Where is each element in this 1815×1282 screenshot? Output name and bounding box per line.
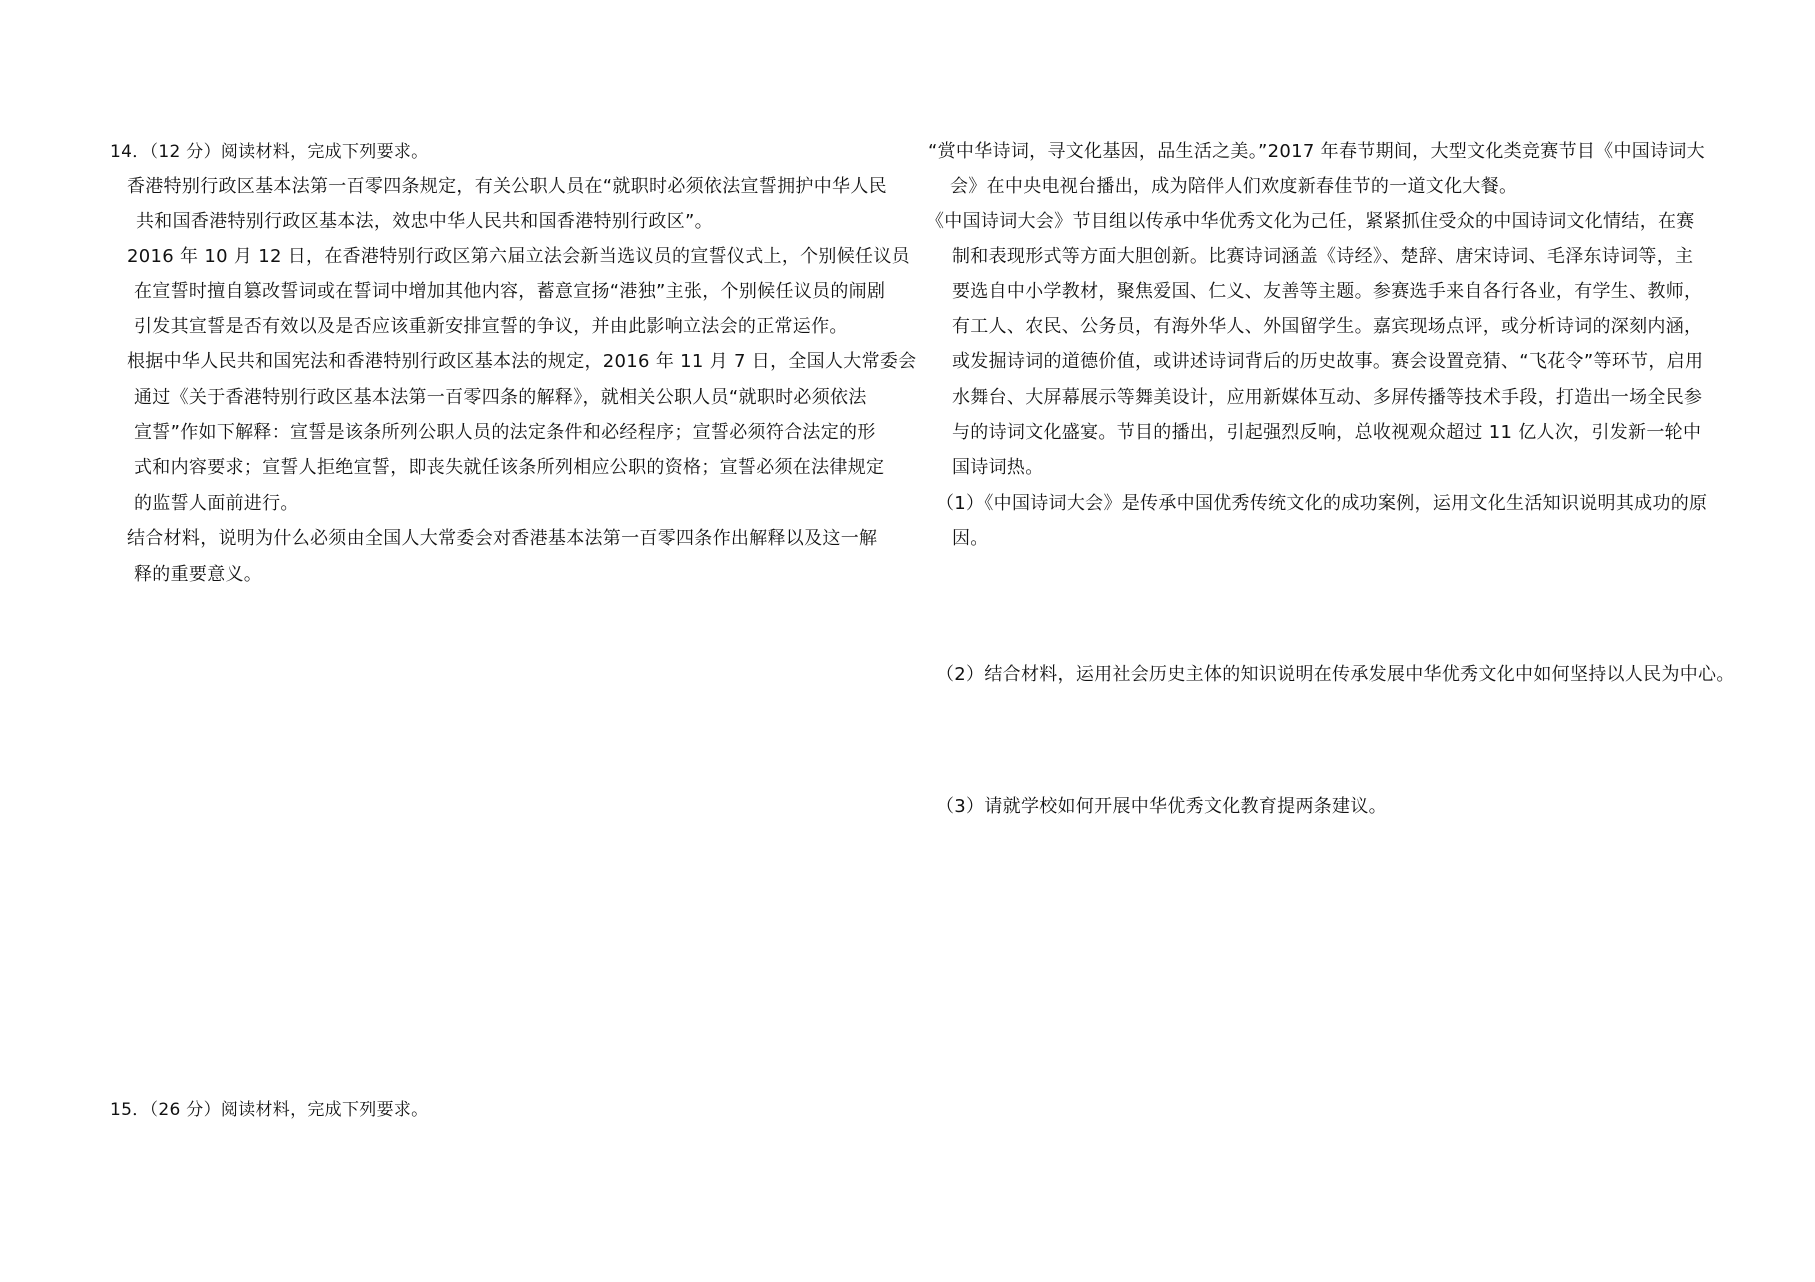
q15-p2-line3: 要选自中小学教材，聚焦爱国、仁义、友善等主题。参赛选手来自各行各业，有学生、教师， — [952, 281, 1703, 302]
q15-sub2: （2）结合材料，运用社会历史主体的知识说明在传承发展中华优秀文化中如何坚持以人民为中心。 — [936, 664, 1735, 685]
q15-p2-line2: 制和表现形式等方面大胆创新。比赛诗词涵盖《诗经》、楚辞、唐宋诗词、毛泽东诗词等，主 — [952, 246, 1694, 267]
q15-sub3: （3）请就学校如何开展中华优秀文化教育提两条建议。 — [936, 796, 1387, 817]
q14-p2-line1: 2016 年 10 月 12 日，在香港特别行政区第六届立法会新当选议员的宣誓仪式上，个别候任议员 — [127, 246, 910, 267]
q15-p2-line7: 与的诗词文化盛宴。节目的播出，引起强烈反响，总收视观众超过 11 亿人次，引发新一轮中 — [952, 422, 1702, 443]
q14-p3-line5: 的监誓人面前进行。 — [134, 493, 299, 514]
q14-p3-line3: 宣誓”作如下解释：宣誓是该条所列公职人员的法定条件和必经程序；宣誓必须符合法定的形 — [134, 422, 876, 443]
q14-p1-line2: 共和国香港特别行政区基本法，效忠中华人民共和国香港特别行政区”。 — [136, 211, 713, 232]
q14-p3-line2: 通过《关于香港特别行政区基本法第一百零四条的解释》，就相关公职人员“就职时必须依法 — [134, 387, 867, 408]
q14-p2-line2: 在宣誓时擅自篡改誓词或在誓词中增加其他内容，蓄意宣扬“港独”主张，个别候任议员的闹剧 — [134, 281, 886, 302]
q14-header: 14．（12 分）阅读材料，完成下列要求。 — [110, 142, 429, 162]
q15-p2-line8: 国诗词热。 — [952, 457, 1044, 478]
q14-p3-line4: 式和内容要求；宣誓人拒绝宣誓，即丧失就任该条所列相应公职的资格；宣誓必须在法律规定 — [134, 457, 885, 478]
q14-p4-line1: 结合材料，说明为什么必须由全国人大常委会对香港基本法第一百零四条作出解释以及这一解 — [127, 528, 878, 549]
q15-p2-line4: 有工人、农民、公务员，有海外华人、外国留学生。嘉宾现场点评，或分析诗词的深刻内涵， — [952, 316, 1703, 337]
q15-header: 15．（26 分）阅读材料，完成下列要求。 — [110, 1100, 429, 1120]
q14-p4-line2: 释的重要意义。 — [134, 564, 263, 585]
q14-p3-line1: 根据中华人民共和国宪法和香港特别行政区基本法的规定，2016 年 11 月 7 日，全国人大常委会 — [127, 351, 917, 372]
q15-sub1-line1: （1）《中国诗词大会》是传承中国优秀传统文化的成功案例，运用文化生活知识说明其成功的原 — [936, 493, 1708, 514]
q14-p1-line1: 香港特别行政区基本法第一百零四条规定，有关公职人员在“就职时必须依法宣誓拥护中华人民 — [127, 176, 887, 197]
q15-p1-line2: 会》在中央电视台播出，成为陪伴人们欢度新春佳节的一道文化大餐。 — [950, 176, 1518, 197]
q15-p2-line1: 《中国诗词大会》节目组以传承中华优秀文化为己任，紧紧抓住受众的中国诗词文化情结，在赛 — [926, 211, 1695, 232]
q15-p2-line6: 水舞台、大屏幕展示等舞美设计，应用新媒体互动、多屏传播等技术手段，打造出一场全民参 — [952, 387, 1703, 408]
q15-p2-line5: 或发掘诗词的道德价值，或讲述诗词背后的历史故事。赛会设置竞猜、“飞花令”等环节，启用 — [952, 351, 1704, 372]
q15-p1-line1: “赏中华诗词，寻文化基因，品生活之美。”2017 年春节期间，大型文化类竞赛节目《中国诗词大 — [928, 141, 1705, 162]
q15-sub1-line2: 因。 — [952, 528, 989, 549]
q14-p2-line3: 引发其宣誓是否有效以及是否应该重新安排宣誓的争议，并由此影响立法会的正常运作。 — [134, 316, 848, 337]
